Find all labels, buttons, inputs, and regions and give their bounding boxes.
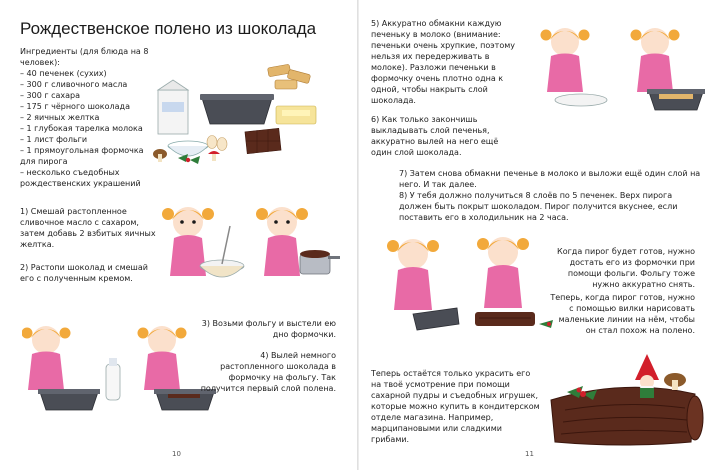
mushroom-decoration-image (664, 373, 686, 390)
ingredient-item: – 175 г чёрного шоколада (20, 102, 130, 111)
note-fork-lines-text: Теперь, когда пирог готов, нужно с помощью вилки нарисовать маленькие линии на нём, чтобы он стал похож на полено. (550, 293, 695, 335)
girl-figure-image (138, 326, 187, 390)
girl-foil-illustration (383, 228, 573, 338)
girl-biscuits-illustration (537, 20, 707, 120)
step-2-text: 2) Растопи шоколад и смешай его с полученным кремом. (20, 263, 148, 283)
saucepan-image (300, 250, 340, 274)
ingredients-list (20, 68, 170, 189)
page-title: Рождественское полено из шоколада (20, 19, 317, 38)
note-remove-foil-text: Когда пирог будет готов, нужно достать его из формочки при помощи фольги. Фольгу тоже нужно аккуратно снять. (557, 247, 695, 289)
girl-figure-image (541, 28, 590, 92)
yule-log-illustration (545, 350, 705, 450)
biscuits-image (267, 64, 310, 89)
decorate-text: Теперь остаётся только украсить его на твоё усмотрение при помощи сахарной пудры и съедобных игрушек, которые можно купить в кондитерском отделе магазина. Например, марципановыми или сладкими грибами. (371, 369, 540, 444)
ingredient-item: – несколько съедобных (20, 168, 120, 177)
step-3-text: 3) Возьми фольгу и выстели ею дно формочки. (201, 319, 336, 339)
ingredient-item: – 1 прямоугольная формочка (20, 146, 144, 155)
milk-carton-image (158, 80, 188, 134)
girl-figure-image (477, 237, 529, 308)
butter-image (276, 106, 316, 124)
baking-pan-image (38, 389, 100, 410)
ingredient-item: – 2 яичных желтка (20, 113, 100, 122)
ingredient-item: – 1 лист фольги (20, 135, 88, 144)
girl-mixing-illustration (160, 196, 340, 296)
mixing-bowl-image (200, 226, 244, 277)
ingredient-item: рождественских украшений (20, 179, 141, 188)
left-page (0, 0, 358, 470)
chocolate-log-image (475, 312, 553, 328)
step-4-text: 4) Вылей немного растопленного шоколада в формочку на фольгу. Так получится первый слой полена. (200, 351, 336, 393)
ingredient-item: для пирога (20, 157, 68, 166)
milk-bottle-image (106, 358, 120, 400)
ingredient-item: – 40 печенек (сухих) (20, 69, 107, 78)
yule-log-cake-image (551, 387, 703, 445)
right-page (359, 0, 717, 470)
ingredients-header: Ингредиенты (для блюда на 8 человек): (20, 47, 149, 67)
baking-pan-image (647, 89, 705, 110)
milk-bowl-image (168, 141, 208, 156)
milk-plate-image (555, 94, 607, 106)
ingredients-block (20, 46, 170, 189)
step-7-8-text: 7) Затем снова обмакни печенье в молоко и выложи ещё один слой на него. И так далее. 8) У тебя должно получиться 8 слоёв по 5 печенек. Верх пирога должен быть покрыт шоколадом. Пирог получится вкуснее, если поставить его в холодильник на 2 часа. (399, 169, 701, 222)
girl-figure-image (631, 28, 680, 92)
step-1-text: 1) Смешай растопленное сливочное масло с сахаром, затем добавь 2 взбитых яичных желтка. (20, 207, 156, 249)
page-number: 10 (172, 450, 181, 458)
ingredient-item: – 300 г сахара (20, 91, 81, 100)
girl-figure-image (387, 239, 439, 310)
eggs-image (207, 136, 227, 151)
step-5-text: 5) Аккуратно обмакни каждую печеньку в молоко (внимание: печеньки очень хрупкие, поэтому нельзя их передерживать в молоке). Разложи печеньки в формочку очень плотно одна к одной, чтобы накрыть слой шоколада. (371, 19, 516, 105)
baking-pan-image (413, 308, 459, 330)
step-6-text: 6) Как только закончишь выкладывать слой печенья, аккуратно вылей на него ещё один слой шоколада. (371, 115, 499, 157)
baking-pan-image (200, 94, 274, 124)
ingredient-item: – 1 глубокая тарелка молока (20, 124, 143, 133)
girl-figure-image (22, 326, 71, 390)
page-number: 11 (525, 450, 534, 458)
ingredients-illustration (150, 62, 350, 172)
chocolate-bar-image (245, 128, 281, 153)
ingredient-item: – 300 г сливочного масла (20, 80, 128, 89)
